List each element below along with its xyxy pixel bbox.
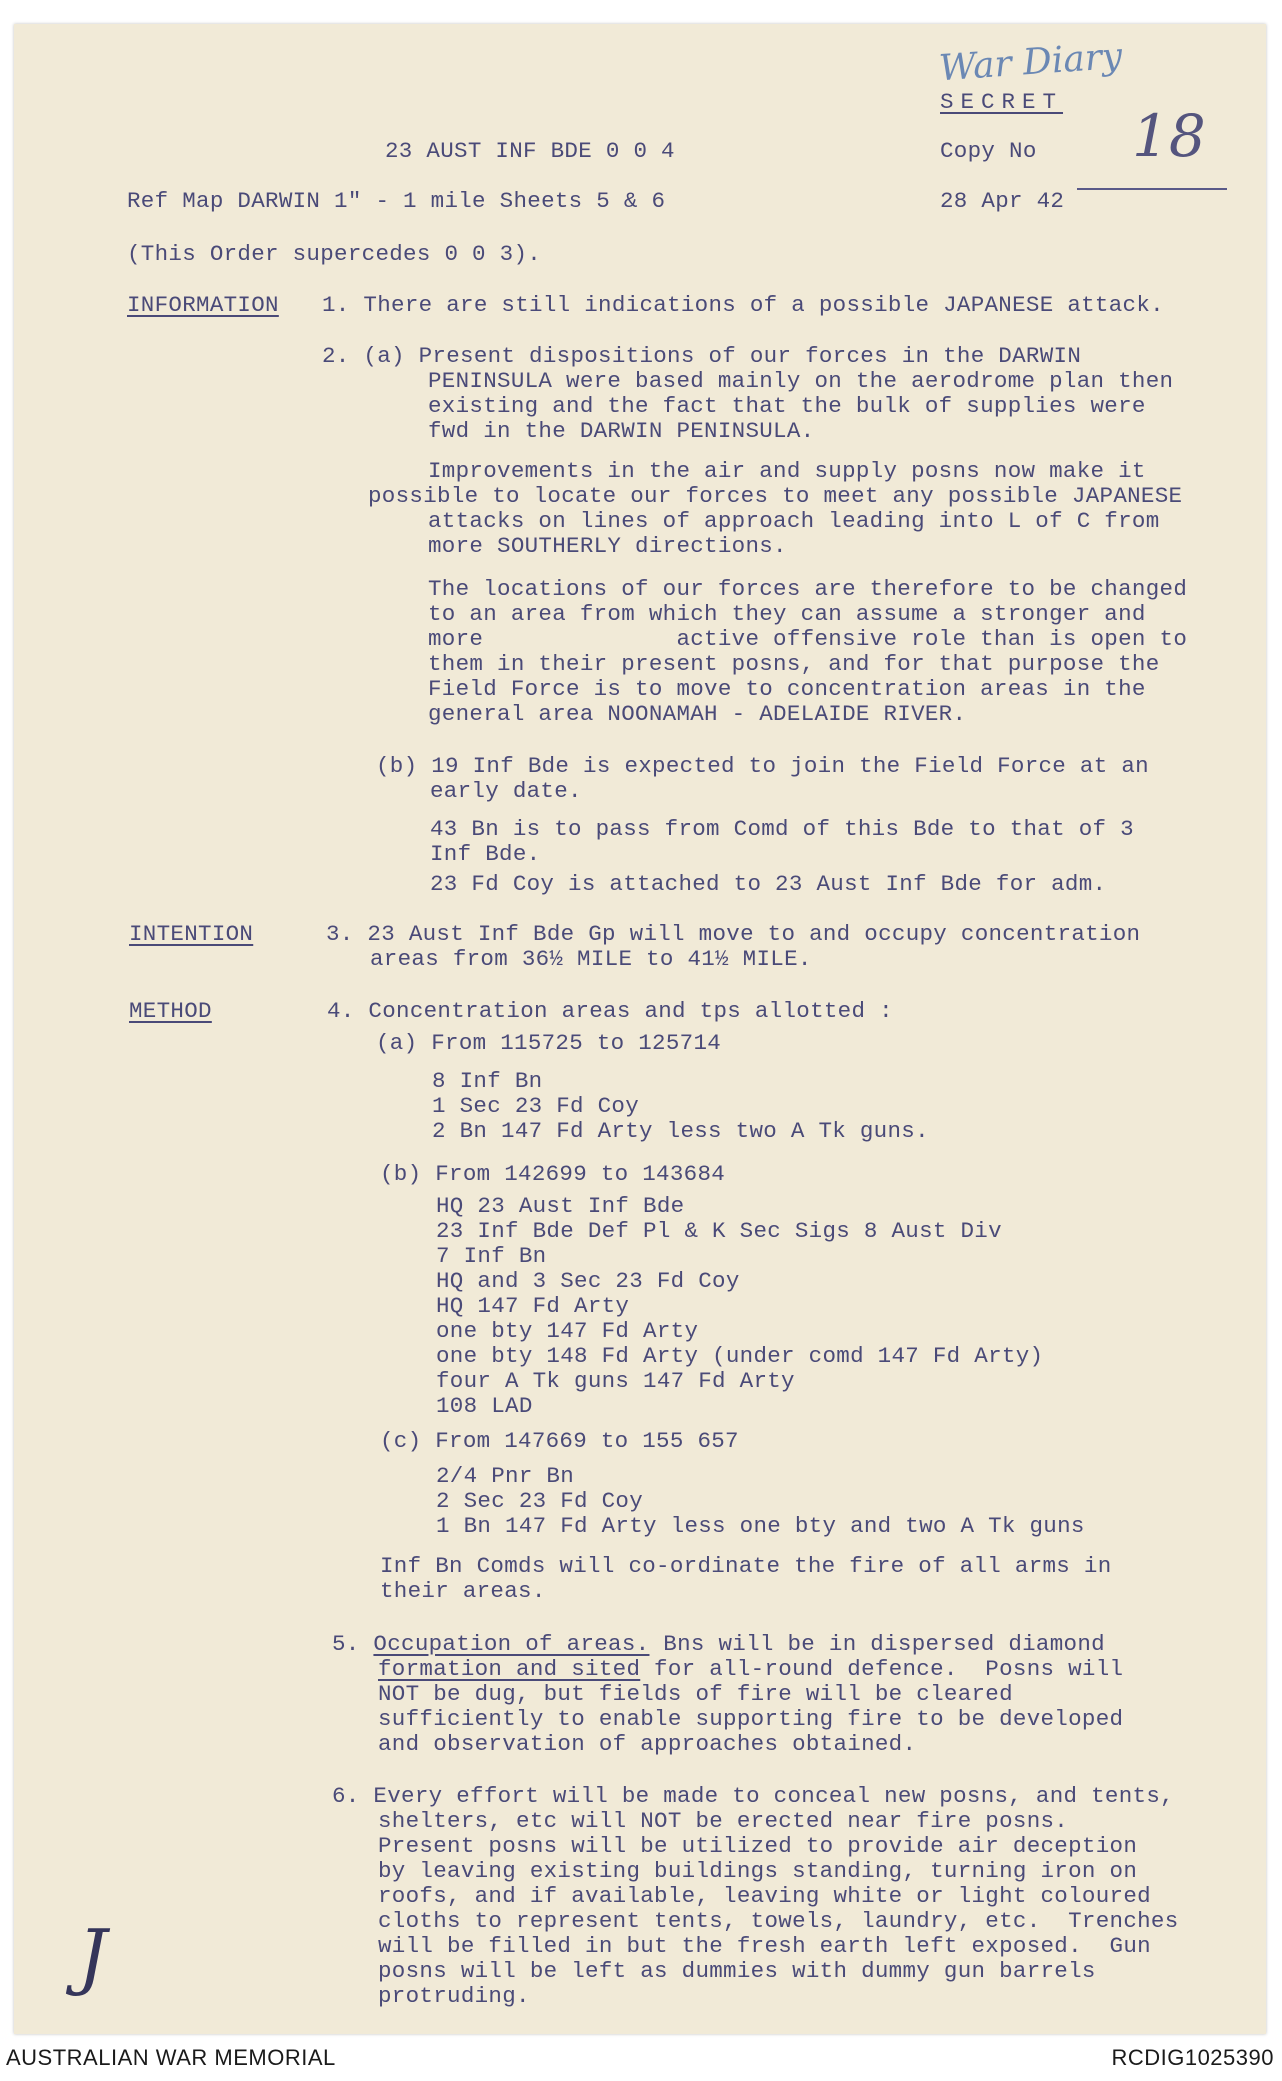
- para-6-line: will be filled in but the fresh earth left exposed. Gun: [378, 1933, 1151, 1959]
- para-2a2-line: possible to locate our forces to meet any possible JAPANESE: [368, 483, 1183, 509]
- para-2a3-line: Field Force is to move to concentration areas in the: [428, 676, 1146, 702]
- para-2a-line: existing and the fact that the bulk of supplies were: [428, 393, 1146, 419]
- para-3-line: areas from 36½ MILE to 41½ MILE.: [370, 946, 812, 972]
- para-5-second-line: [378, 1657, 1123, 1682]
- para-4b-item: HQ 23 Aust Inf Bde: [436, 1193, 685, 1219]
- para-4b-item: HQ and 3 Sec 23 Fd Coy: [436, 1268, 740, 1294]
- security-classification: SECRET: [940, 89, 1064, 115]
- order-title: 23 AUST INF BDE 0 0 4: [385, 138, 675, 164]
- para-5-first-rest: Bns will be in dispersed diamond: [649, 1631, 1105, 1657]
- ref-map: Ref Map DARWIN 1" - 1 mile Sheets 5 & 6: [127, 188, 666, 214]
- para-4b-item: 108 LAD: [436, 1393, 533, 1419]
- para-3-line: 3. 23 Aust Inf Bde Gp will move to and occupy concentration: [326, 921, 1141, 947]
- para-4c-item: 2 Sec 23 Fd Coy: [436, 1488, 644, 1514]
- copy-underline: [1077, 188, 1227, 190]
- para-2a3-line: general area NOONAMAH - ADELAIDE RIVER.: [428, 701, 967, 727]
- heading-information: INFORMATION: [127, 292, 279, 318]
- para-4c-item: 2/4 Pnr Bn: [436, 1463, 575, 1489]
- copy-number: 18: [1132, 102, 1206, 170]
- para-6-line: roofs, and if available, leaving white or light coloured: [378, 1883, 1151, 1909]
- para-5-first-line: [332, 1632, 1105, 1657]
- para-6-line: shelters, etc will NOT be erected near fire posns.: [378, 1808, 1069, 1834]
- para-4: 4. Concentration areas and tps allotted :: [327, 998, 893, 1024]
- para-4b-item: one bty 148 Fd Arty (under comd 147 Fd Arty): [436, 1343, 1044, 1369]
- handwritten-annotation: War Diary: [937, 35, 1124, 90]
- para-2a2-line: more SOUTHERLY directions.: [428, 533, 787, 559]
- heading-method: METHOD: [129, 998, 212, 1024]
- para-5-second-rest: for all-round defence. Posns will: [640, 1656, 1124, 1682]
- para-4c-item: 1 Bn 147 Fd Arty less one bty and two A Tk guns: [436, 1513, 1085, 1539]
- para-2a3-line: more active offensive role than is open to: [428, 626, 1188, 652]
- copy-label: Copy No: [940, 138, 1037, 164]
- para-5-title: Occupation of areas.: [373, 1631, 650, 1657]
- para-5-line: NOT be dug, but fields of fire will be cleared: [378, 1681, 1013, 1707]
- para-5-title-continued: formation and sited: [378, 1656, 641, 1682]
- para-2a2-line: attacks on lines of approach leading into L of C from: [428, 508, 1160, 534]
- document-page: [14, 24, 1266, 2034]
- para-5-line: and observation of approaches obtained.: [378, 1731, 917, 1757]
- para-2a3-line: them in their present posns, and for that purpose the: [428, 651, 1160, 677]
- para-6-line: by leaving existing buildings standing, turning iron on: [378, 1858, 1138, 1884]
- para-4b-item: four A Tk guns 147 Fd Arty: [436, 1368, 795, 1394]
- para-2a3-line: to an area from which they can assume a stronger and: [428, 601, 1146, 627]
- para-4-note-line: their areas.: [380, 1578, 546, 1604]
- para-4b-item: one bty 147 Fd Arty: [436, 1318, 699, 1344]
- para-4-note-line: Inf Bn Comds will co-ordinate the fire of all arms in: [380, 1553, 1112, 1579]
- para-2b2-line: Inf Bde.: [430, 841, 541, 867]
- para-2b-line: (b) 19 Inf Bde is expected to join the Field Force at an: [376, 753, 1149, 779]
- supersedes-note: (This Order supercedes 0 0 3).: [127, 241, 542, 267]
- para-5-line: sufficiently to enable supporting fire to be developed: [378, 1706, 1124, 1732]
- para-1: 1. There are still indications of a possible JAPANESE attack.: [322, 292, 1164, 318]
- para-5-number: 5.: [332, 1631, 360, 1657]
- margin-handwritten-mark: J: [78, 1914, 107, 1998]
- para-6-line: Present posns will be utilized to provide air deception: [378, 1833, 1138, 1859]
- para-2b-line: early date.: [430, 778, 582, 804]
- para-6-line: posns will be left as dummies with dummy gun barrels: [378, 1958, 1096, 1984]
- para-2b2-line: 43 Bn is to pass from Comd of this Bde to that of 3: [430, 816, 1134, 842]
- footer-archive-name: AUSTRALIAN WAR MEMORIAL: [6, 2045, 336, 2070]
- para-2a-line: fwd in the DARWIN PENINSULA.: [428, 418, 815, 444]
- para-4b-item: 7 Inf Bn: [436, 1243, 547, 1269]
- para-6-line: 6. Every effort will be made to conceal new posns, and tents,: [332, 1783, 1174, 1809]
- para-6-line: protruding.: [378, 1983, 530, 2009]
- para-6-line: cloths to represent tents, towels, laundry, etc. Trenches: [378, 1908, 1179, 1934]
- order-date: 28 Apr 42: [940, 188, 1065, 214]
- para-2b2-line: 23 Fd Coy is attached to 23 Aust Inf Bde for adm.: [430, 871, 1107, 897]
- para-4b-item: 23 Inf Bde Def Pl & K Sec Sigs 8 Aust Div: [436, 1218, 1002, 1244]
- para-2a-line: PENINSULA were based mainly on the aerodrome plan then: [428, 368, 1174, 394]
- footer-catalogue-id: RCDIG1025390: [1111, 2045, 1274, 2070]
- para-4c-head: (c) From 147669 to 155 657: [380, 1428, 739, 1454]
- para-2a2-line: Improvements in the air and supply posns now make it: [428, 458, 1146, 484]
- para-4a-item: 8 Inf Bn: [432, 1068, 543, 1094]
- para-4a-item: 2 Bn 147 Fd Arty less two A Tk guns.: [432, 1118, 929, 1144]
- para-4a-head: (a) From 115725 to 125714: [376, 1030, 722, 1056]
- para-2a-line: 2. (a) Present dispositions of our forces in the DARWIN: [322, 343, 1082, 369]
- para-2a3-line: The locations of our forces are therefore to be changed: [428, 576, 1188, 602]
- para-4b-head: (b) From 142699 to 143684: [380, 1161, 726, 1187]
- heading-intention: INTENTION: [129, 921, 254, 947]
- para-4b-item: HQ 147 Fd Arty: [436, 1293, 630, 1319]
- para-4a-item: 1 Sec 23 Fd Coy: [432, 1093, 640, 1119]
